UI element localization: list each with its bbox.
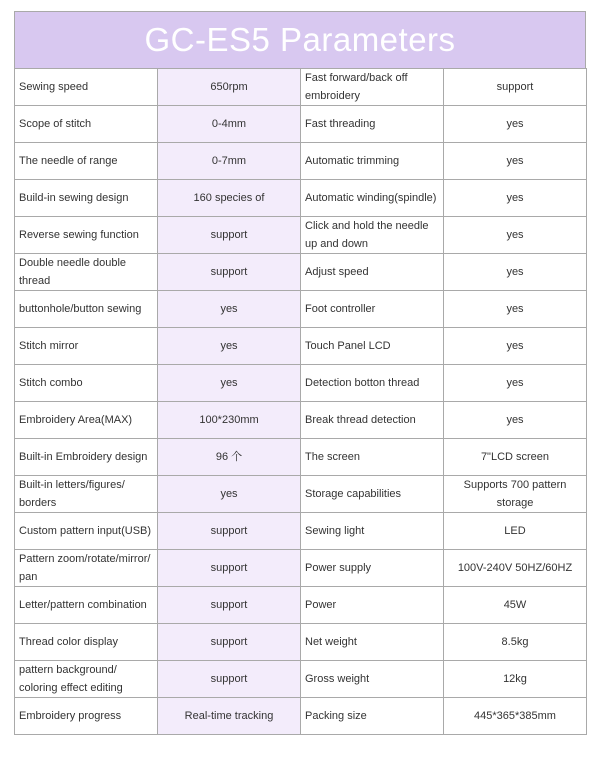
param-name-right: Detection botton thread	[301, 365, 444, 402]
param-name-left: Reverse sewing function	[15, 217, 158, 254]
param-value-right: yes	[444, 291, 587, 328]
param-name-right: Packing size	[301, 698, 444, 735]
param-value-right: 12kg	[444, 661, 587, 698]
param-value-left: support	[158, 587, 301, 624]
param-value-right: yes	[444, 106, 587, 143]
table-row	[15, 550, 587, 587]
param-value-left: 650rpm	[158, 69, 301, 106]
table-row	[15, 661, 587, 698]
title-banner	[14, 11, 586, 68]
table-row	[15, 698, 587, 735]
table-row	[15, 439, 587, 476]
param-name-right: The screen	[301, 439, 444, 476]
table-row	[15, 291, 587, 328]
param-name-right: Fast threading	[301, 106, 444, 143]
param-name-left: Double needle double thread	[15, 254, 158, 291]
param-value-left: 100*230mm	[158, 402, 301, 439]
param-name-left: Letter/pattern combination	[15, 587, 158, 624]
param-name-left: Stitch combo	[15, 365, 158, 402]
param-value-left: 0-4mm	[158, 106, 301, 143]
param-value-left: 96 个	[158, 439, 301, 476]
param-name-left: Custom pattern input(USB)	[15, 513, 158, 550]
param-value-right: yes	[444, 365, 587, 402]
param-name-right: Power	[301, 587, 444, 624]
param-value-left: yes	[158, 365, 301, 402]
table-row	[15, 180, 587, 217]
param-name-left: Scope of stitch	[15, 106, 158, 143]
param-value-left: Real-time tracking	[158, 698, 301, 735]
param-name-left: Built-in Embroidery design	[15, 439, 158, 476]
table-row	[15, 217, 587, 254]
param-name-left: Stitch mirror	[15, 328, 158, 365]
param-name-right: Automatic trimming	[301, 143, 444, 180]
table-row	[15, 143, 587, 180]
param-name-left: Build-in sewing design	[15, 180, 158, 217]
param-name-left: Built-in letters/figures/ borders	[15, 476, 158, 513]
param-value-right: 7"LCD screen	[444, 439, 587, 476]
param-name-right: Automatic winding(spindle)	[301, 180, 444, 217]
param-name-right: Power supply	[301, 550, 444, 587]
param-name-right: Touch Panel LCD	[301, 328, 444, 365]
param-value-left: support	[158, 254, 301, 291]
table-row	[15, 69, 587, 106]
param-name-left: The needle of range	[15, 143, 158, 180]
param-value-right: yes	[444, 328, 587, 365]
table-row	[15, 328, 587, 365]
parameters-table-body	[15, 69, 587, 735]
param-value-left: 160 species of	[158, 180, 301, 217]
param-name-left: buttonhole/button sewing	[15, 291, 158, 328]
param-name-right: Sewing light	[301, 513, 444, 550]
table-row	[15, 402, 587, 439]
param-name-right: Net weight	[301, 624, 444, 661]
param-name-right: Break thread detection	[301, 402, 444, 439]
parameters-table	[14, 68, 587, 735]
param-value-left: support	[158, 513, 301, 550]
param-value-right: 45W	[444, 587, 587, 624]
param-name-right: Click and hold the needle up and down	[301, 217, 444, 254]
param-value-left: yes	[158, 291, 301, 328]
table-row	[15, 254, 587, 291]
param-name-left: Pattern zoom/rotate/mirror/ pan	[15, 550, 158, 587]
table-row	[15, 624, 587, 661]
param-value-left: yes	[158, 328, 301, 365]
param-name-right: Gross weight	[301, 661, 444, 698]
param-value-left: support	[158, 661, 301, 698]
param-value-right: LED	[444, 513, 587, 550]
param-value-right: 8.5kg	[444, 624, 587, 661]
param-value-left: support	[158, 217, 301, 254]
param-value-right: 100V-240V 50HZ/60HZ	[444, 550, 587, 587]
table-row	[15, 587, 587, 624]
param-name-right: Adjust speed	[301, 254, 444, 291]
param-name-right: Storage capabilities	[301, 476, 444, 513]
page-title: GC-ES5 Parameters	[144, 21, 456, 58]
param-value-right: yes	[444, 402, 587, 439]
param-value-right: Supports 700 pattern storage	[444, 476, 587, 513]
param-name-left: pattern background/ coloring effect editing	[15, 661, 158, 698]
param-value-right: yes	[444, 217, 587, 254]
param-name-left: Embroidery Area(MAX)	[15, 402, 158, 439]
param-value-right: yes	[444, 254, 587, 291]
param-name-left: Sewing speed	[15, 69, 158, 106]
param-value-right: 445*365*385mm	[444, 698, 587, 735]
table-row	[15, 513, 587, 550]
param-name-left: Thread color display	[15, 624, 158, 661]
param-value-right: yes	[444, 180, 587, 217]
param-value-left: support	[158, 624, 301, 661]
parameters-sheet	[14, 11, 586, 735]
param-value-right: support	[444, 69, 587, 106]
param-value-right: yes	[444, 143, 587, 180]
param-value-left: 0-7mm	[158, 143, 301, 180]
param-name-left: Embroidery progress	[15, 698, 158, 735]
table-row	[15, 365, 587, 402]
param-value-left: support	[158, 550, 301, 587]
table-row	[15, 106, 587, 143]
param-name-right: Foot controller	[301, 291, 444, 328]
param-value-left: yes	[158, 476, 301, 513]
param-name-right: Fast forward/back off embroidery	[301, 69, 444, 106]
table-row	[15, 476, 587, 513]
